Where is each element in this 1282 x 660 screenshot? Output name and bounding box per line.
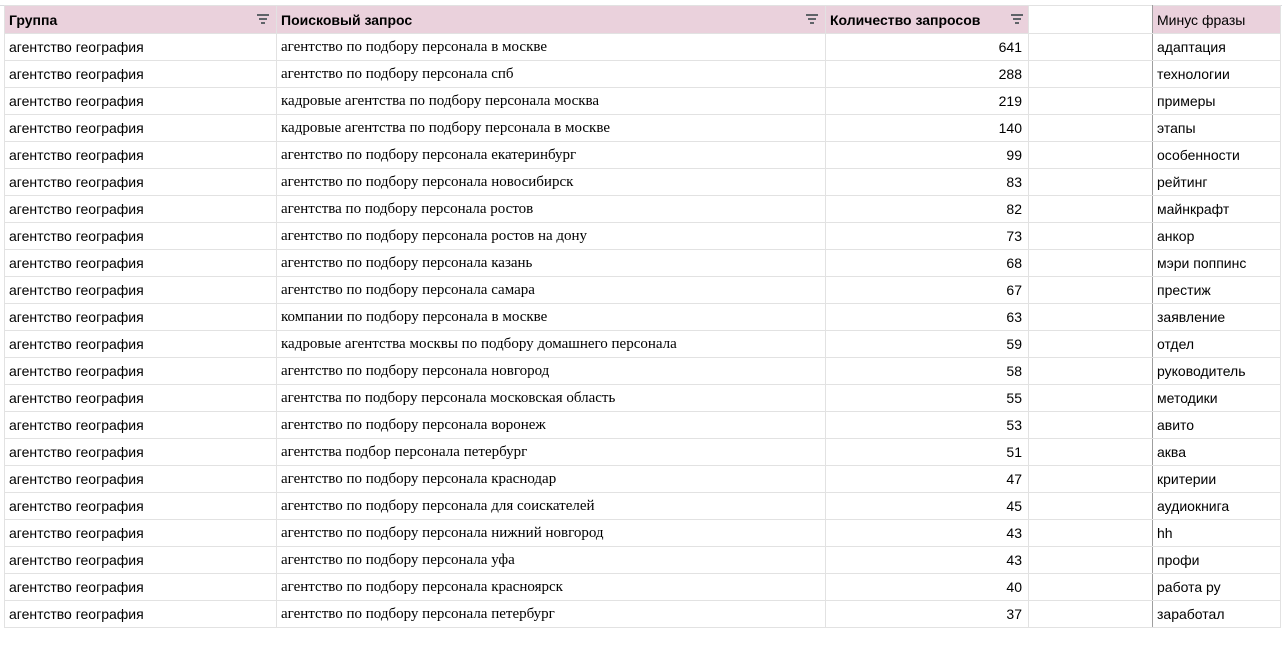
cell-empty[interactable] (1029, 277, 1153, 304)
cell-query[interactable]: агентства по подбору персонала ростов (277, 196, 826, 223)
cell-group[interactable]: агентство география (5, 574, 277, 601)
cell-minus[interactable]: hh (1153, 520, 1281, 547)
cell-query[interactable]: агентство по подбору персонала ростов на дону (277, 223, 826, 250)
cell-count[interactable]: 67 (826, 277, 1029, 304)
cell-group[interactable]: агентство география (5, 34, 277, 61)
header-query-label: Поисковый запрос (281, 11, 413, 28)
filter-icon[interactable] (1010, 14, 1024, 26)
cell-query[interactable]: агентство по подбору персонала казань (277, 250, 826, 277)
cell-query[interactable]: кадровые агентства по подбору персонала москва (277, 88, 826, 115)
cell-query[interactable]: кадровые агентства по подбору персонала в москве (277, 115, 826, 142)
table-row (5, 412, 1281, 439)
cell-minus[interactable]: аудиокнига (1153, 493, 1281, 520)
table-row (5, 547, 1281, 574)
cell-count[interactable]: 59 (826, 331, 1029, 358)
cell-group[interactable]: агентство география (5, 520, 277, 547)
table-row (5, 304, 1281, 331)
table-row (5, 277, 1281, 304)
cell-empty[interactable] (1029, 331, 1153, 358)
cell-query[interactable]: агентство по подбору персонала воронеж (277, 412, 826, 439)
cell-query[interactable]: компании по подбору персонала в москве (277, 304, 826, 331)
cell-empty[interactable] (1029, 196, 1153, 223)
header-minus[interactable] (1153, 6, 1281, 34)
cell-count[interactable]: 219 (826, 88, 1029, 115)
cell-minus[interactable]: методики (1153, 385, 1281, 412)
cell-query[interactable]: агентство по подбору персонала уфа (277, 547, 826, 574)
cell-query[interactable]: агентство по подбору персонала для соискателей (277, 493, 826, 520)
cell-count[interactable]: 641 (826, 34, 1029, 61)
cell-count[interactable]: 288 (826, 61, 1029, 88)
cell-empty[interactable] (1029, 574, 1153, 601)
cell-count[interactable]: 58 (826, 358, 1029, 385)
cell-count[interactable]: 82 (826, 196, 1029, 223)
cell-minus[interactable]: майнкрафт (1153, 196, 1281, 223)
cell-empty[interactable] (1029, 547, 1153, 574)
cell-minus[interactable]: заработал (1153, 601, 1281, 628)
table-row (5, 493, 1281, 520)
cell-group[interactable]: агентство география (5, 439, 277, 466)
cell-minus[interactable]: особенности (1153, 142, 1281, 169)
cell-count[interactable]: 51 (826, 439, 1029, 466)
cell-empty[interactable] (1029, 61, 1153, 88)
cell-query[interactable]: агентство по подбору персонала самара (277, 277, 826, 304)
cell-query[interactable]: агентство по подбору персонала спб (277, 61, 826, 88)
header-count[interactable] (826, 6, 1029, 34)
cell-query[interactable]: агентство по подбору персонала новгород (277, 358, 826, 385)
cell-minus[interactable]: руководитель (1153, 358, 1281, 385)
cell-minus[interactable]: критерии (1153, 466, 1281, 493)
table-row (5, 601, 1281, 628)
cell-group[interactable]: агентство география (5, 142, 277, 169)
cell-minus[interactable]: рейтинг (1153, 169, 1281, 196)
header-count-label: Количество запросов (830, 11, 981, 28)
header-empty[interactable] (1029, 6, 1153, 34)
cell-query[interactable]: агентство по подбору персонала красноярск (277, 574, 826, 601)
cell-group[interactable]: агентство география (5, 88, 277, 115)
table-row (5, 115, 1281, 142)
cell-empty[interactable] (1029, 385, 1153, 412)
cell-empty[interactable] (1029, 169, 1153, 196)
cell-empty[interactable] (1029, 358, 1153, 385)
table-row (5, 331, 1281, 358)
cell-minus[interactable]: заявление (1153, 304, 1281, 331)
cell-empty[interactable] (1029, 412, 1153, 439)
cell-query[interactable]: агентства подбор персонала петербург (277, 439, 826, 466)
cell-empty[interactable] (1029, 250, 1153, 277)
header-row (5, 6, 1281, 34)
filter-icon[interactable] (256, 14, 270, 26)
cell-group[interactable]: агентство география (5, 412, 277, 439)
table-row (5, 250, 1281, 277)
cell-count[interactable]: 47 (826, 466, 1029, 493)
cell-minus[interactable]: работа ру (1153, 574, 1281, 601)
cell-count[interactable]: 45 (826, 493, 1029, 520)
cell-query[interactable]: агентство по подбору персонала новосибирск (277, 169, 826, 196)
header-group-label: Группа (9, 11, 58, 28)
cell-empty[interactable] (1029, 88, 1153, 115)
header-minus-label: Минус фразы (1157, 11, 1246, 28)
cell-minus[interactable]: престиж (1153, 277, 1281, 304)
table-row (5, 574, 1281, 601)
table-row (5, 142, 1281, 169)
cell-empty[interactable] (1029, 466, 1153, 493)
table-row (5, 439, 1281, 466)
cell-count[interactable]: 63 (826, 304, 1029, 331)
cell-minus[interactable]: мэри поппинс (1153, 250, 1281, 277)
table-row (5, 358, 1281, 385)
cell-group[interactable]: агентство география (5, 304, 277, 331)
cell-minus[interactable]: анкор (1153, 223, 1281, 250)
cell-minus[interactable]: технологии (1153, 61, 1281, 88)
header-query[interactable] (277, 6, 826, 34)
table-row (5, 88, 1281, 115)
cell-empty[interactable] (1029, 34, 1153, 61)
cell-minus[interactable]: отдел (1153, 331, 1281, 358)
cell-group[interactable]: агентство география (5, 547, 277, 574)
cell-empty[interactable] (1029, 142, 1153, 169)
cell-group[interactable]: агентство география (5, 358, 277, 385)
table-row (5, 196, 1281, 223)
cell-empty[interactable] (1029, 493, 1153, 520)
cell-minus[interactable]: этапы (1153, 115, 1281, 142)
cell-group[interactable]: агентство география (5, 196, 277, 223)
cell-count[interactable]: 43 (826, 547, 1029, 574)
cell-query[interactable]: агентство по подбору персонала краснодар (277, 466, 826, 493)
data-table (4, 5, 1281, 628)
cell-empty[interactable] (1029, 439, 1153, 466)
cell-group[interactable]: агентство география (5, 493, 277, 520)
cell-minus[interactable]: авито (1153, 412, 1281, 439)
cell-empty[interactable] (1029, 304, 1153, 331)
header-group[interactable] (5, 6, 277, 34)
cell-query[interactable]: агентство по подбору персонала нижний новгород (277, 520, 826, 547)
cell-group[interactable]: агентство география (5, 250, 277, 277)
cell-minus[interactable]: профи (1153, 547, 1281, 574)
cell-group[interactable]: агентство география (5, 466, 277, 493)
cell-count[interactable]: 140 (826, 115, 1029, 142)
cell-query[interactable]: агентства по подбору персонала московская область (277, 385, 826, 412)
cell-count[interactable]: 37 (826, 601, 1029, 628)
cell-count[interactable]: 53 (826, 412, 1029, 439)
cell-group[interactable]: агентство география (5, 385, 277, 412)
table-row (5, 385, 1281, 412)
cell-group[interactable]: агентство география (5, 601, 277, 628)
cell-count[interactable]: 73 (826, 223, 1029, 250)
cell-empty[interactable] (1029, 601, 1153, 628)
cell-group[interactable]: агентство география (5, 331, 277, 358)
cell-count[interactable]: 55 (826, 385, 1029, 412)
cell-count[interactable]: 68 (826, 250, 1029, 277)
cell-count[interactable]: 43 (826, 520, 1029, 547)
cell-minus[interactable]: аква (1153, 439, 1281, 466)
cell-empty[interactable] (1029, 223, 1153, 250)
table-row (5, 34, 1281, 61)
table-body (5, 34, 1281, 628)
cell-group[interactable]: агентство география (5, 223, 277, 250)
cell-minus[interactable]: примеры (1153, 88, 1281, 115)
cell-minus[interactable]: адаптация (1153, 34, 1281, 61)
filter-icon[interactable] (805, 14, 819, 26)
table-row (5, 61, 1281, 88)
table-row (5, 223, 1281, 250)
table-row (5, 520, 1281, 547)
cell-group[interactable]: агентство география (5, 277, 277, 304)
cell-empty[interactable] (1029, 520, 1153, 547)
cell-group[interactable]: агентство география (5, 61, 277, 88)
cell-query[interactable]: агентство по подбору персонала екатеринбург (277, 142, 826, 169)
table-row (5, 466, 1281, 493)
cell-count[interactable]: 40 (826, 574, 1029, 601)
cell-group[interactable]: агентство география (5, 169, 277, 196)
cell-empty[interactable] (1029, 115, 1153, 142)
table-row (5, 169, 1281, 196)
cell-count[interactable]: 99 (826, 142, 1029, 169)
cell-count[interactable]: 83 (826, 169, 1029, 196)
cell-group[interactable]: агентство география (5, 115, 277, 142)
cell-query[interactable]: кадровые агентства москвы по подбору домашнего персонала (277, 331, 826, 358)
cell-query[interactable]: агентство по подбору персонала в москве (277, 34, 826, 61)
cell-query[interactable]: агентство по подбору персонала петербург (277, 601, 826, 628)
